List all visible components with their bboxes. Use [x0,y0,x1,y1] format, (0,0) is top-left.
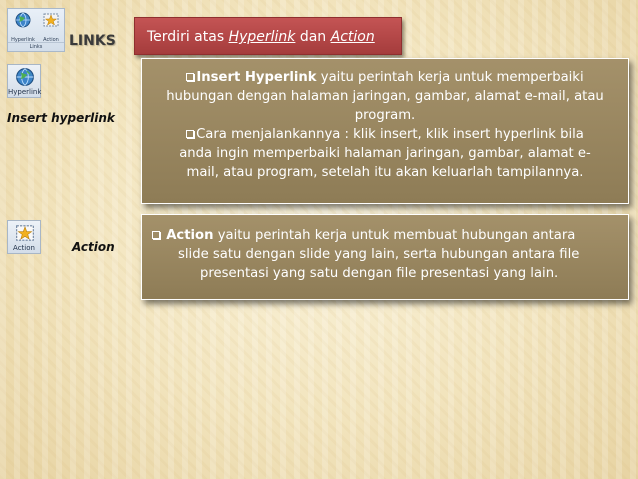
title-term-action: Action [330,29,375,45]
hyperlink-para2-line1: Cara menjalankannya : klik insert, klik insert hyperlink bila [196,127,584,142]
action-star-icon [42,11,60,29]
action-line1: yaitu perintah kerja untuk membuat hubungan antara [213,228,576,243]
hyperlink-icon-caption: Hyperlink [8,88,42,96]
ribbon-hyperlink-caption: Hyperlink [11,37,35,43]
links-ribbon-thumbnail [7,8,65,52]
action-icon-tile [7,220,41,254]
ribbon-action-caption: Action [43,37,59,43]
hyperlink-para1-line2: hubungan dengan halaman jaringan, gambar, alamat e-mail, atau [166,89,604,104]
hyperlink-paragraph-1 [152,68,618,125]
ribbon-hyperlink-button [10,11,36,43]
hyperlink-para2-line3: mail, atau program, setelah itu akan keluarlah tampilannya. [186,165,584,180]
links-heading: LINKS [69,33,116,49]
action-term: Action [166,228,214,243]
ribbon-group-caption: Links [8,42,64,50]
hyperlink-para1-line1: yaitu perintah kerja untuk memperbaiki [316,70,584,85]
checkbox-bullet-icon [186,73,194,81]
hyperlink-para2-line2: anda ingin memperbaiki halaman jaringan, gambar, alamat e- [179,146,591,161]
hyperlink-icon-tile [7,64,41,98]
hyperlink-para1-line3: program. [354,108,416,123]
action-label: Action [72,240,115,254]
action-paragraph [152,226,620,283]
title-box [134,17,402,55]
action-line3: presentasi yang satu dengan file presentasi yang lain. [200,266,559,281]
insert-hyperlink-label: Insert hyperlink [7,111,115,125]
checkbox-bullet-icon [152,231,160,239]
globe-icon [14,11,32,29]
checkbox-bullet-icon [186,130,194,138]
globe-icon [15,67,35,87]
hyperlink-paragraph-2 [152,125,618,182]
hyperlink-description-box [141,58,629,204]
action-star-icon [15,223,35,243]
title-connector: dan [295,29,331,45]
ribbon-action-button [38,11,64,43]
action-description-box [141,214,629,300]
action-icon-caption: Action [13,244,35,252]
title-term-hyperlink: Hyperlink [228,29,296,45]
hyperlink-term: Insert Hyperlink [196,70,317,85]
title-prefix: Terdiri atas [147,29,229,45]
action-line2: slide satu dengan slide yang lain, serta hubungan antara file [178,247,580,262]
